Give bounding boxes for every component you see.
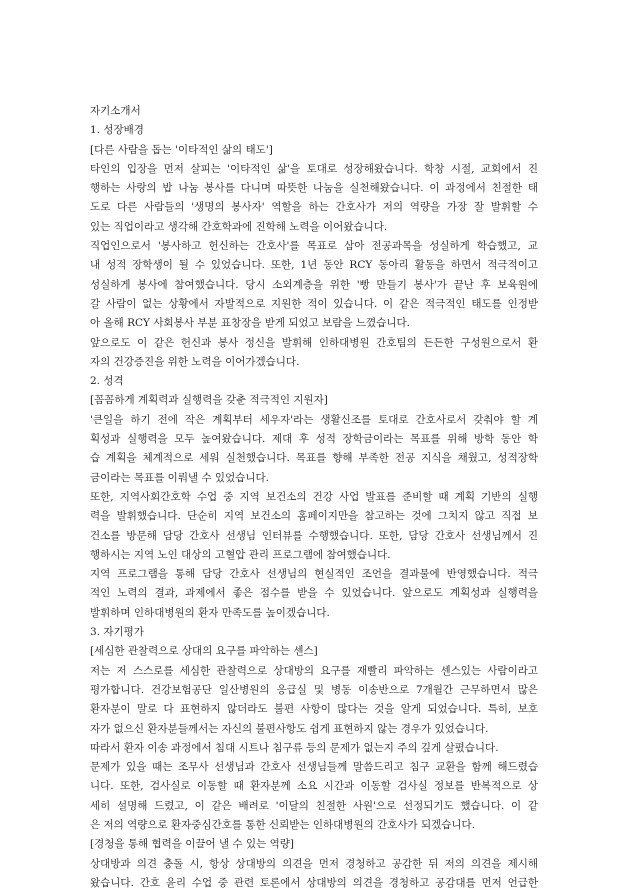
paragraph-line: 니다. 또한, 검사실로 이동할 때 환자분께 소요 시간과 이동할 검사실 정보를 반복적으로 상: [90, 780, 538, 793]
paragraph-line: 왔습니다. 간호 윤리 수업 중 관련 토론에서 상대방의 의견을 경청하고 공감대를 먼저 언급한: [90, 876, 538, 889]
paragraph-line: 세히 설명해 드렸고, 이 같은 배려로 '이달의 친절한 사원'으로 선정되기도 했습니다. 이 같: [90, 799, 538, 812]
section-heading-self-evaluation: 3. 자기평가: [90, 626, 144, 639]
paragraph-line: 평가합니다. 건강보험공단 일산병원의 응급실 및 병동 이송반으로 7개월간 근무하면서 많은: [90, 683, 538, 696]
section-subtitle-growth: [다른 사람을 돕는 '이타적인 삶의 태도']: [90, 143, 273, 156]
section-subtitle-self-evaluation: [세심한 관찰력으로 상대의 요구를 파악하는 센스]: [90, 645, 318, 658]
paragraph-line: 갈 사람이 없는 상황에서 자발적으로 지원한 적이 있습니다. 이 같은 적극적인 태도를 인정받: [90, 297, 538, 310]
paragraph-line: 상대방과 의견 충돌 시, 항상 상대방의 의견을 먼저 경청하고 공감한 뒤 저의 의견을 제시해: [90, 857, 538, 870]
paragraph-line: 자의 건강증진을 위한 노력을 이어가겠습니다.: [90, 355, 300, 368]
paragraph-line: 도로 다른 사람들의 '생명의 봉사자' 역할을 하는 간호사가 저의 역량을 가장 잘 발휘할 수: [90, 201, 538, 214]
paragraph-line: 발휘하며 인하대병원의 환자 만족도를 높이겠습니다.: [90, 606, 330, 619]
paragraph-line: 자가 없으신 환자분들께서는 자신의 불편사항도 쉽게 표현하지 않는 경우가 있었습니다.: [90, 722, 489, 735]
paragraph-line: 앞으로도 이 같은 헌신과 봉사 정신을 발휘해 인하대병원 간호팀의 든든한 구성원으로서 환: [90, 336, 538, 349]
paragraph-line: 따라서 환자 이송 과정에서 침대 시트나 침구류 등의 문제가 없는지 주의 깊게 살폈습니다.: [90, 741, 499, 754]
paragraph-line: 건소를 방문해 담당 간호사 선생님 인터뷰를 수행했습니다. 또한, 담당 간호사 선생님께서 진: [90, 529, 538, 542]
paragraph-line: 적인 노력의 결과, 과제에서 좋은 점수를 받을 수 있었습니다. 앞으로도 계획성과 실행력을: [90, 587, 538, 600]
paragraph-line: 있는 직업이라고 생각해 간호학과에 진학해 노력을 이어왔습니다.: [90, 220, 388, 233]
document-title: 자기소개서: [90, 105, 141, 117]
paragraph-line: 금이라는 목표를 이뤄낼 수 있었습니다.: [90, 471, 269, 484]
paragraph-line: 성실하게 봉사에 참여했습니다. 당시 소외계층을 위한 '빵 만들기 봉사'가 끝난 후 보육원에: [90, 278, 538, 291]
section-subtitle-listening: [경청을 통해 협력을 이끌어 낼 수 있는 역량]: [90, 838, 294, 851]
paragraph-line: 타인의 입장을 먼저 살피는 '이타적인 삶'을 토대로 성장해왔습니다. 학창 시절, 교회에서 진: [90, 162, 538, 175]
section-subtitle-personality: [꼼꼼하게 계획력과 실행력을 갖춘 적극적인 지원자]: [90, 394, 328, 407]
paragraph-line: 지역 프로그램을 통해 담당 간호사 선생님의 현실적인 조언을 결과물에 반영했습니다. 적극: [90, 568, 538, 581]
section-heading-personality: 2. 성격: [90, 375, 124, 388]
paragraph-line: 내 성적 장학생이 될 수 있었습니다. 또한, 1년 동안 RCY 동아리 활동을 하면서 적극적이고: [90, 259, 538, 272]
paragraph-line: 또한, 지역사회간호학 수업 중 지역 보건소의 건강 사업 발표를 준비할 때 계획 기반의 실행: [90, 490, 538, 503]
paragraph-line: 저는 저 스스로를 세심한 관찰력으로 상대방의 요구를 재빨리 파악하는 센스있는 사람이라고: [90, 664, 538, 677]
paragraph-line: 문제가 있을 때는 조무사 선생님과 간호사 선생님들께 말씀드리고 침구 교환을 함께 해드렸습: [90, 761, 538, 774]
paragraph-line: '큰일을 하기 전에 작은 계획부터 세우자'라는 생활신조를 토대로 간호사로서 갖춰야 할 계: [90, 413, 538, 426]
paragraph-line: 력을 발휘했습니다. 단순히 지역 보건소의 홈페이지만을 참고하는 것에 그치지 않고 직접 보: [90, 510, 538, 523]
paragraph-line: 환자분이 말로 다 표현하지 않더라도 불편 사항이 많다는 것을 알게 되었습니다. 특히, 보호: [90, 703, 538, 716]
paragraph-line: 직업인으로서 '봉사하고 헌신하는 간호사'를 목표로 삼아 전공과목을 성실하게 학습했고, 교: [90, 240, 538, 253]
paragraph-line: 행하는 사랑의 밥 나눔 봉사를 다니며 따뜻한 나눔을 실천해왔습니다. 이 과정에서 친절한 태: [90, 182, 538, 195]
paragraph-line: 습 계획을 체계적으로 세워 실천했습니다. 목표를 향해 부족한 전공 지식을 채웠고, 성적장학: [90, 452, 538, 465]
paragraph-line: 은 저의 역량으로 환자중심간호를 통한 신뢰받는 인하대병원의 간호사가 되겠습니다.: [90, 818, 476, 831]
paragraph-line: 행하시는 지역 노인 대상의 고혈압 관리 프로그램에 참여했습니다.: [90, 548, 391, 561]
document-body: [90, 102, 538, 893]
paragraph-line: 아 올해 RCY 사회봉사 부분 표창장을 받게 되었고 보람을 느꼈습니다.: [90, 317, 410, 330]
section-heading-growth: 1. 성장배경: [90, 124, 144, 137]
paragraph-line: 획성과 실행력을 모두 높여왔습니다. 제대 후 성적 장학금이라는 목표를 위해 방학 동안 학: [90, 433, 538, 446]
